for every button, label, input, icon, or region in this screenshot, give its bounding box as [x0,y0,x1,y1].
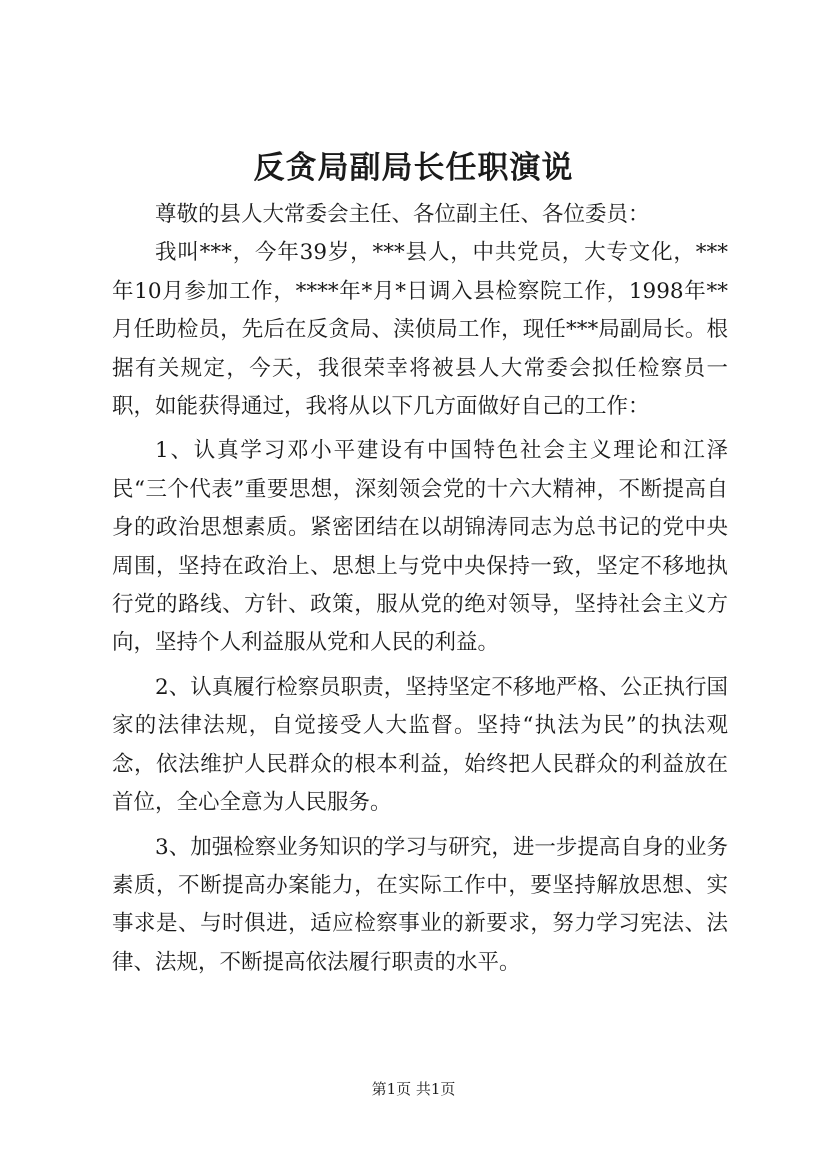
paragraph-intro: 我叫***，今年39岁，***县人，中共党员，大专文化，***年10月参加工作，****年*月*日调入县检察院工作，1998年**月任助检员，先后在反贪局、渎侦局工作，现任***局副局长。根据有关规定，今天，我很荣幸将被县人大常委会拟任检察员一职，如能获得通过，我将从以下几方面做好自己的工作： [112,240,728,420]
document-body [112,196,728,982]
paragraph-point-3: 3、加强检察业务知识的学习与研究，进一步提高自身的业务素质，不断提高办案能力，在实际工作中，要坚持解放思想、实事求是、与时俱进，适应检察事业的新要求，努力学习宪法、法律、法规，不断提高依法履行职责的水平。 [112,834,728,975]
salutation: 尊敬的县人大常委会主任、各位副主任、各位委员： [155,202,650,227]
document-title: 反贪局副局长任职演说 [253,150,574,186]
paragraph-point-2: 2、认真履行检察员职责，坚持坚定不移地严格、公正执行国家的法律法规，自觉接受人大监督。坚持“执法为民”的执法观念，依法维护人民群众的根本利益，始终把人民群众的利益放在首位，全心全意为人民服务。 [112,674,728,816]
page-number-footer: 第1页 共1页 [371,1080,456,1098]
paragraph-point-1: 1、认真学习邓小平建设有中国特色社会主义理论和江泽民“三个代表”重要思想，深刻领会党的十六大精神，不断提高自身的政治思想素质。紧密团结在以胡锦涛同志为总书记的党中央周围，坚持在政治上、思想上与党中央保持一致，坚定不移地执行党的路线、方针、政策，服从党的绝对领导，坚持社会主义方向，坚持个人利益服从党和人民的利益。 [112,438,728,656]
